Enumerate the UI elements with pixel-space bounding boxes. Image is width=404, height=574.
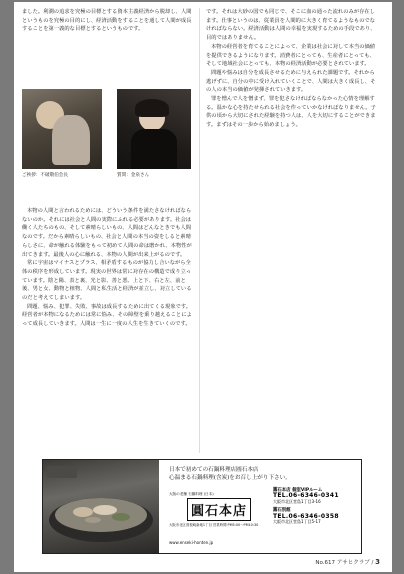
page: [14, 2, 392, 572]
paragraph: 問題、悩み、犯罪、失敗、事故は成長するために出てくる現象です。経営者が本物になるためには常に悩み、その障壁を乗り越えることによって成長していきます。人間は一生に一度の人生を生きていくのです。: [22, 303, 192, 328]
caption-photo2: 質問：金泉さん: [117, 173, 150, 178]
store-phone: TEL.06-6346-0341: [273, 492, 339, 500]
photo-questioner: [117, 89, 191, 169]
hotpot-illustration: [43, 460, 159, 553]
paragraph: 本物の人間と言われるためには、どういう条件を満たさなければならないのか。それには社会と人間の実際にふれる必要があります。社会は働く人たちのもの、そして素晴らしいもの、人間はどんなときでも人間なのです。だから素晴らしいもの、社会と人間の本当の姿をしると素晴らしさに、命が触れる体験をもって初めて人間の命は磨かれ、本物性が出てきます。最後人の心に触れる、本物の人間が出来上がるのです。: [22, 208, 192, 258]
person-hair: [135, 99, 169, 117]
person-body: [52, 115, 90, 165]
paragraph: 問題や悩みは自分を成長させるために与えられた課題です。それから逃げずに、自分の中に受け入れていくことで、人間は大きく成長し、その人の本当の価値が発揮されていきます。: [206, 69, 376, 94]
ad-url[interactable]: www.enseki-honten.jp: [169, 540, 214, 545]
ad-subtitle: 大阪の老舗 石鍋料理 (日本): [169, 492, 214, 496]
magazine-name: アサヒクラブ: [336, 560, 370, 566]
caption-photo1: ご挨拶：不破敬伯会長: [22, 173, 68, 178]
store-name: 圓石別館: [273, 508, 291, 514]
store-info: [273, 488, 359, 524]
restaurant-logo: 圓石本店: [187, 498, 251, 521]
hotpot-photo: [43, 460, 159, 553]
page-number: 3: [375, 558, 380, 566]
paragraph: 常に宇宙はマイナスとプラス、相矛盾するものが協力し合いながら全体の秩序を形成しています。現実の世界は常に対存在の構造で成り立っています。陰と陽、表と裏、光と影、善と悪、上と下、右と左、前と後、男と女、動物と植物、人間と私生活と経済が並立し、対立しているのだと考えてしまいます。: [22, 260, 192, 302]
photo-chairman: [22, 89, 102, 169]
person-body: [131, 129, 177, 169]
paragraph: です。それは大砂の国でも同じで、そこに血の通った流れのみが存在します。仕事というのは、従業員を人間的に大きく育てるようなものでなければならない。経済活動は人間の幸福を実現するための手段であり、目的ではありません。: [206, 9, 376, 42]
paragraph: 罪を憎んで人を憎まず、罪を犯さなければならなかった心情を理解する。温かな心を持たせられる社会を作っていかなければなりません。子供の頃から大切にされた経験を持つ人は、人を大切にすることができます。まずはその一歩から始めましょう。: [206, 96, 376, 129]
store-name: 圓石本店 個室VIPルーム: [273, 488, 323, 493]
column-divider: [199, 8, 200, 453]
ad-tagline: 日本で初めての石鍋料理店圓石本店: [169, 467, 259, 473]
store-address: 大阪市北区堂島1丁目3-16: [273, 498, 321, 504]
issue-number: No.617: [315, 560, 335, 566]
paragraph: ました。利潤の追求を究極の目標とする資本主義経済から脱却し、人間というものを究極の目的にし、経済活動をすることを通して人間が成長することを第一義的な目標とするというものです。: [22, 9, 192, 33]
store-address: 大阪市北区堂島1丁目5-17: [273, 519, 321, 525]
left-top-text: [22, 8, 192, 34]
right-column-text: [206, 8, 378, 130]
paragraph: 本物の経営者を育てることによって、企業は社会に対して本当の価値を提供できるようになります。消費者にとっても、生産者にとっても、そして地域社会にとっても、本物の経済活動が必要とされています。: [206, 43, 376, 68]
store-phone: TEL.06-6346-0358: [273, 512, 339, 520]
ad-tagline: 心温まる石鍋料理(含炭)をお召し上がり下さい。: [169, 475, 291, 481]
restaurant-advertisement: [42, 459, 362, 554]
page-footer: No.617 アサヒクラブ / 3: [315, 558, 380, 566]
left-bottom-text: [22, 207, 192, 329]
ad-address: 大阪市北区曽根崎新地1丁目 営業時間 PM5:00〜PM10:30: [169, 523, 259, 527]
